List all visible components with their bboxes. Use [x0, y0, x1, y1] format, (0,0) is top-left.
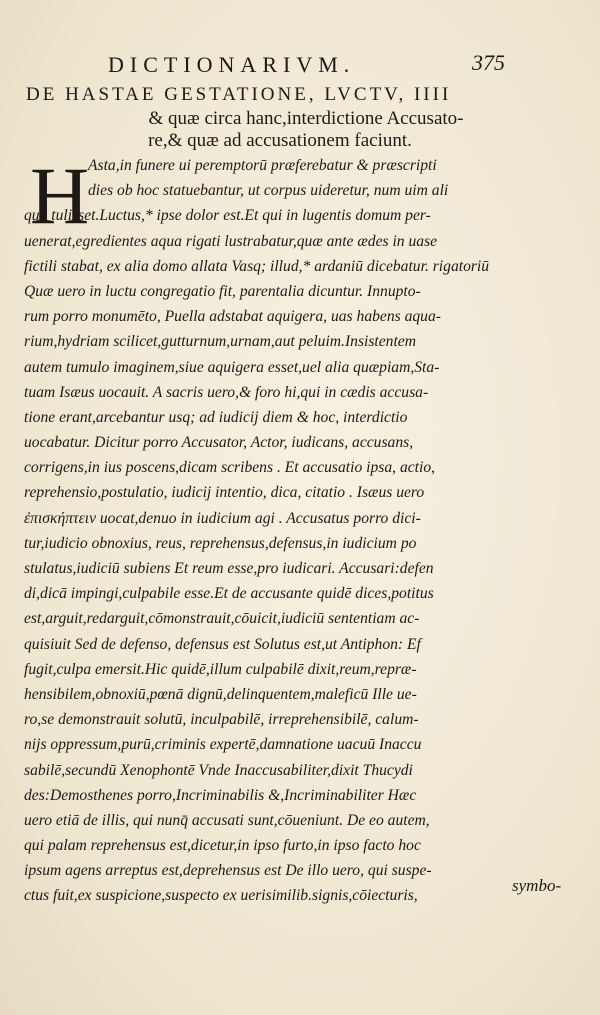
- text-line: reprehensio,postulatio, iudicij intentio, dica, citatio . Isæus uero: [24, 484, 425, 502]
- text-line: tuam Isæus uocauit. A sacris uero,& foro hi,qui in cædis accusa-: [24, 383, 429, 401]
- text-line: quā tulisset.Luctus,* ipse dolor est.Et qui in lugentis domum per-: [24, 207, 431, 225]
- running-title: DICTIONARIVM.: [108, 52, 356, 77]
- text-line: tione erant,arcebantur usq; ad iudicij diem & hoc, interdictio: [24, 408, 408, 426]
- text-line: rium,hydriam scilicet,gutturnum,urnam,aut peluim.Insistentem: [24, 333, 416, 351]
- text-line: stulatus,iudiciū subiens Et reum esse,pro iudicari. Accusari:defen: [24, 560, 434, 577]
- text-line: uero etiā de illis, qui nunq̄ accusati sunt,cōueniunt. De eo autem,: [24, 811, 430, 829]
- text-line: des:Demosthenes porro,Incriminabilis &,Incriminabiliter Hæc: [24, 786, 417, 804]
- text-line: ipsum agens arreptus est,deprehensus est De illo uero, qui suspe-: [24, 862, 432, 880]
- text-line: tur,iudicio obnoxius, reus, reprehensus,defensus,in iudicium po: [24, 534, 417, 552]
- chapter-subtitle-line-2: re,& quæ ad accusationem faciunt.: [148, 130, 412, 151]
- text-line: ctus fuit,ex suspicione,suspecto ex uerisimilib.signis,cōiecturis,: [24, 887, 418, 905]
- text-line: rum porro monumēto, Puella adstabat aquigera, uas habens aqua-: [24, 308, 441, 326]
- chapter-title: DE HASTAE GESTATIONE, LVCTV, IIII: [26, 84, 452, 105]
- catchword: symbo-: [512, 876, 562, 895]
- text-line: dies ob hoc statuebantur, ut corpus uideretur, num uim ali: [88, 182, 449, 200]
- text-line: qui palam reprehensus est,dicetur,in ipso furto,in ipso facto hoc: [24, 837, 421, 855]
- chapter-subtitle-line-1: & quæ circa hanc,interdictione Accusato-: [148, 108, 464, 129]
- text-line: Asta,in funere ui peremptorū præferebatur & præscripti: [88, 157, 437, 174]
- text-line: uocabatur. Dicitur porro Accusator, Actor, iudicans, accusans,: [24, 434, 414, 452]
- text-line: nijs oppressum,purū,criminis expertē,damnatione uacuū Inaccu: [24, 736, 422, 754]
- text-line: fictili stabat, ex alia domo allata Vasq; illud,* ardaniū dicebatur. rigatoriū: [24, 257, 490, 275]
- body-text: [24, 150, 584, 909]
- text-line: Quæ uero in luctu congregatio fit, parentalia dicuntur. Innupto-: [24, 282, 421, 300]
- text-line: sabilē,secundū Xenophontē Vnde Inaccusabiliter,dixit Thucydi: [24, 761, 413, 779]
- text-line: ἐπισκήπτειν uocat,denuo in iudicium agi . Accusatus porro dici-: [24, 509, 421, 527]
- text-line: fugit,culpa emersit.Hic quidē,illum culpabilē dixit,reum,repræ-: [24, 660, 417, 678]
- text-line: ro,se demonstrauit solutū, inculpabilē, irreprehensibilē, calum-: [24, 711, 419, 729]
- drop-capital: H: [30, 150, 90, 241]
- text-line: est,arguit,redarguit,cōmonstrauit,cōuicit,iudiciū sententiam ac-: [24, 610, 420, 628]
- text-line: hensibilem,obnoxiū,pœnā dignū,delinquentem,maleficū Ille ue-: [24, 685, 417, 703]
- text-line: uenerat,egredientes aqua rigati lustrabatur,quæ ante ædes in uase: [24, 232, 438, 250]
- text-line: quisiuit Sed de defenso, defensus est Solutus est,ut Antiphon: Ef: [24, 635, 421, 653]
- text-line: di,dicā impingi,culpabile esse.Et de accusante quidē dices,potitus: [24, 585, 434, 603]
- text-line: autem tumulo imaginem,siue aquigera esset,uel alia quæpiam,Sta-: [24, 358, 440, 376]
- text-line: corrigens,in ius poscens,dicam scribens . Et accusatio ipsa, actio,: [24, 459, 436, 477]
- page-number: 375: [472, 50, 505, 75]
